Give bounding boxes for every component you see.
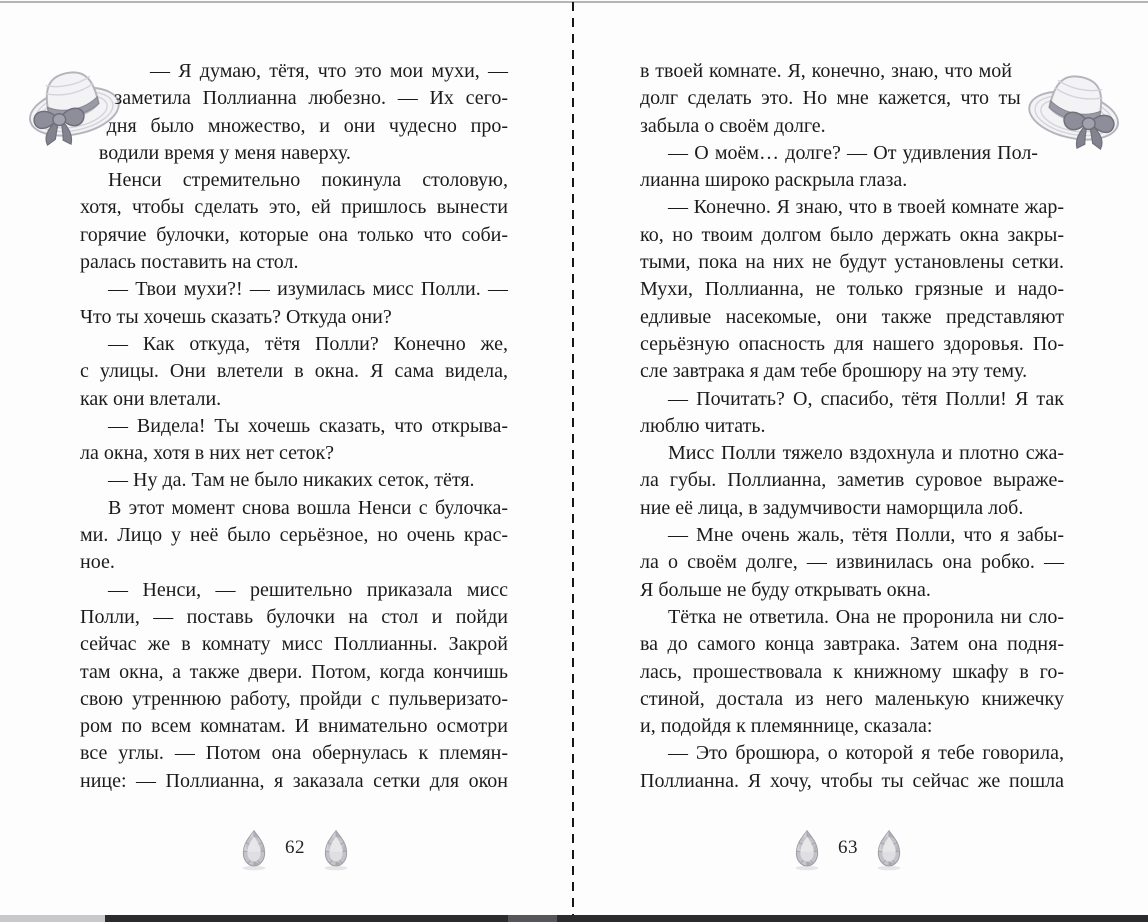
text-line: с улицы. Они влетели в окна. Я сама видела, — [80, 360, 508, 383]
text-line: Мухи, Поллианна, не только грязные и надо- — [640, 278, 1064, 301]
text-line: стиной, достала из него маленькую книжечку — [640, 687, 1064, 710]
text-line: люблю читать. — [640, 414, 766, 437]
paragraph — [640, 740, 1064, 795]
paragraph — [80, 58, 508, 167]
text-line: как они влетали. — [80, 387, 222, 410]
text-line: там окна, а также двери. Потом, когда кончишь — [80, 660, 508, 683]
bottom-band-segment — [508, 915, 557, 922]
text-line: — Как откуда, тётя Полли? Конечно же, — [108, 332, 508, 355]
text-line: ралась поставить на стол. — [80, 251, 299, 274]
gem-icon — [321, 828, 351, 872]
text-line: — Это брошюра, о которой я тебе говорила, — [668, 742, 1064, 765]
text-line: — Мне очень жаль, тётя Полли, что я забы- — [668, 524, 1064, 547]
paragraph — [640, 386, 1064, 441]
text-line: — Конечно. Я знаю, что в твоей комнате жар- — [668, 196, 1064, 219]
text-line: Полли, — поставь булочки на стол и пойди — [80, 605, 508, 628]
text-line: В этот момент снова вошла Ненси с булочка- — [108, 496, 508, 519]
text-line: — Почитать? О, спасибо, тётя Полли! Я так — [668, 387, 1064, 410]
paragraph — [80, 467, 508, 494]
text-line: ла окна, хотя в них нет сеток? — [80, 442, 335, 465]
text-line: хотя, чтобы сделать это, ей пришлось вынести — [80, 196, 508, 219]
text-line: ко, но твоим долгом было держать окна закры- — [640, 223, 1064, 246]
text-line: ми. Лицо у неё было серьёзное, но очень крас- — [80, 524, 508, 547]
bottom-band-segment — [105, 915, 508, 922]
text-line: Ненси стремительно покинула столовую, — [108, 169, 508, 192]
text-line: горячие булочки, которые она только что соби- — [80, 223, 508, 246]
text-line: ла губы. Поллианна, заметив суровое выраже- — [640, 469, 1064, 492]
paragraph — [640, 140, 1064, 195]
text-line: свою утреннюю работу, пройди с пульверизато- — [80, 687, 508, 710]
paragraph — [80, 331, 508, 413]
text-line: ное. — [80, 551, 115, 574]
text-line: ла о своём долге, — извинилась она робко. — — [640, 551, 1064, 574]
right-page-text — [640, 58, 1064, 795]
text-line: Мисс Полли тяжело вздохнула и плотно сжа- — [668, 442, 1064, 465]
right-page-footer — [731, 826, 965, 874]
text-line: сле завтрака я дам тебе брошюру на эту тему. — [640, 360, 1028, 383]
left-page-footer — [178, 826, 412, 874]
text-line: — Ну да. Там не было никаких сеток, тётя. — [108, 469, 475, 492]
text-line: Что ты хочешь сказать? Откуда они? — [80, 305, 392, 328]
text-line: — О моём… долге? — От удивления Пол- — [668, 141, 1038, 164]
paragraph — [640, 194, 1064, 385]
text-line: ром по всем комнатам. И внимательно осмотри — [80, 715, 508, 738]
text-line: сейчас же в комнату мисс Поллианны. Закрой — [80, 633, 508, 656]
text-line: лианна широко раскрыла глаза. — [640, 169, 908, 192]
text-line: — Видела! Ты хочешь сказать, что открыва- — [108, 414, 508, 437]
paragraph — [80, 167, 508, 276]
text-line: все углы. — Потом она обернулась к племян- — [80, 742, 508, 765]
text-line: ва до самого конца завтрака. Затем она подня- — [640, 633, 1064, 656]
paragraph — [80, 577, 508, 795]
text-line: долг сделать это. Но мне кажется, что ты — [640, 87, 1021, 110]
page-gutter-dashed-line — [572, 2, 574, 915]
top-edge-rule — [0, 1, 1148, 3]
text-line: ние её лица, в задумчивости наморщила лоб. — [640, 496, 1024, 519]
page-number: 62 — [285, 837, 305, 858]
text-line: серьёзную опасность для нашего здоровья. По- — [640, 332, 1064, 355]
text-line: и, подойдя к племяннице, сказала: — [640, 715, 933, 738]
text-line: тыми, пока на них не будут установлены сетки. — [640, 251, 1064, 274]
gem-icon — [239, 828, 269, 872]
paragraph — [640, 440, 1064, 522]
left-page-text — [80, 58, 508, 795]
text-line: Я больше не буду открывать окна. — [640, 578, 931, 601]
paragraph — [80, 276, 508, 331]
text-line: Тётка не ответила. Она не проронила ни сло- — [668, 605, 1064, 628]
paragraph — [640, 604, 1064, 740]
text-line: дня было множество, и они чудесно про- — [106, 114, 508, 137]
text-line: едливые насекомые, они также представляют — [640, 305, 1064, 328]
text-line: забыла о своём долге. — [640, 114, 826, 137]
text-line: заметила Поллианна любезно. — Их сего- — [114, 87, 508, 110]
paragraph — [640, 58, 1064, 140]
text-line: Поллианна. Я хочу, чтобы ты сейчас же пошла — [640, 769, 1064, 792]
text-line: — Твои мухи?! — изумилась мисс Полли. — — [108, 278, 508, 301]
bottom-edge-band — [0, 915, 1148, 922]
text-line: нице: — Поллианна, я заказала сетки для окон — [80, 769, 508, 792]
text-line: — Я думаю, тётя, что это мои мухи, — — [150, 60, 508, 82]
paragraph — [80, 413, 508, 468]
text-line: лась, прошествовала к книжному шкафу в го- — [640, 660, 1064, 683]
paragraph — [80, 495, 508, 577]
text-line: водили время у меня наверху. — [98, 141, 351, 164]
gem-icon — [792, 828, 822, 872]
bottom-band-segment — [557, 915, 1148, 922]
page-number: 63 — [838, 837, 858, 858]
gem-icon — [874, 828, 904, 872]
text-line: в твоей комнате. Я, конечно, знаю, что мой — [640, 60, 1012, 82]
paragraph — [640, 522, 1064, 604]
bottom-band-segment — [0, 915, 105, 922]
text-line: — Ненси, — решительно приказала мисс — [108, 578, 508, 601]
